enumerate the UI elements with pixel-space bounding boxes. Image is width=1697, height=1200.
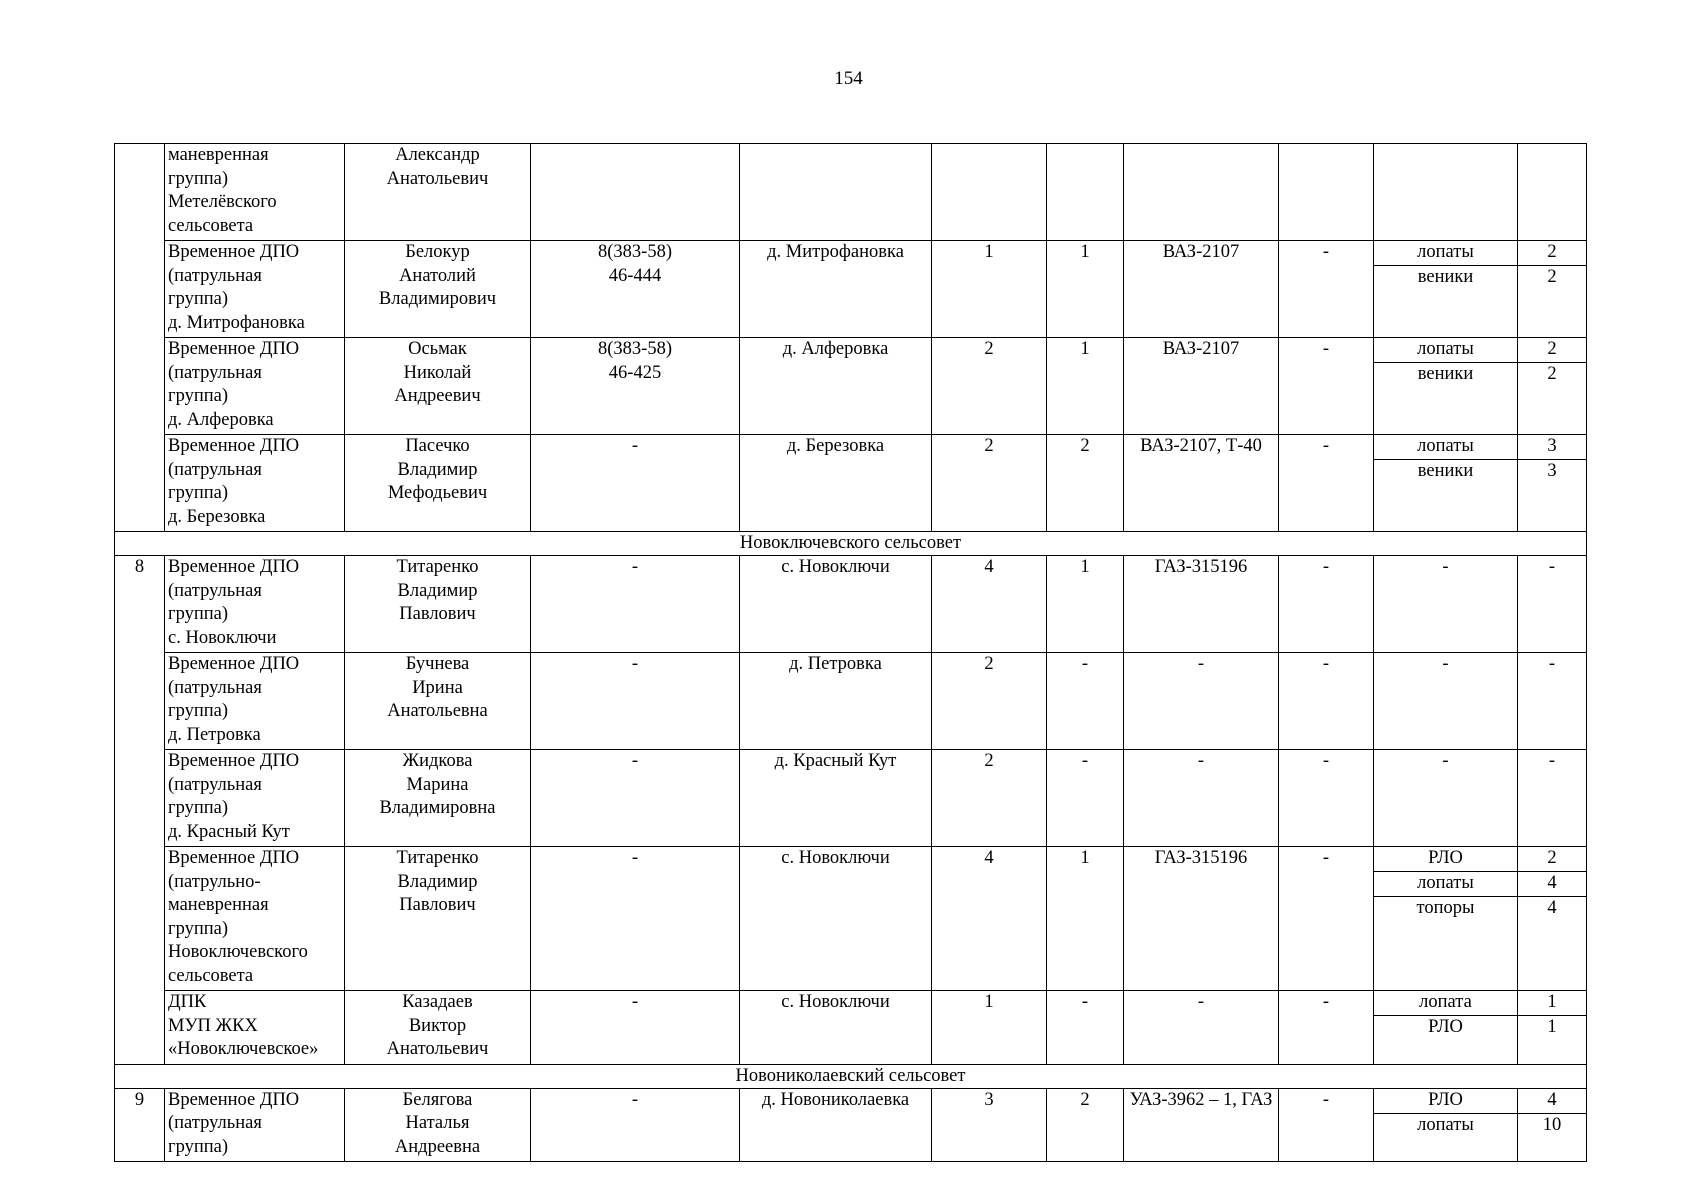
equipment-name-cell bbox=[1374, 653, 1518, 750]
people-count-cell bbox=[932, 144, 1047, 241]
head-name-line: Павлович bbox=[399, 604, 476, 624]
phone-line: - bbox=[631, 654, 639, 674]
equipment-name: топоры bbox=[1416, 898, 1475, 918]
equipment-name-cell bbox=[1374, 1088, 1518, 1162]
settlement-cell: д. Новониколаевка bbox=[740, 1088, 932, 1162]
unit-name-line: д. Березовка bbox=[168, 506, 266, 527]
unit-name-cell bbox=[165, 750, 345, 847]
head-name-line: Осьмак bbox=[408, 339, 467, 359]
phone-line: 46-425 bbox=[608, 362, 662, 383]
head-name-line: Павлович bbox=[399, 895, 476, 915]
equipment-name: лопата bbox=[1374, 991, 1517, 1016]
head-name-cell bbox=[345, 1088, 531, 1162]
vehicles-cell: ГАЗ-315196 bbox=[1124, 556, 1279, 653]
table-row bbox=[115, 847, 1587, 991]
equipment-qty: 4 bbox=[1547, 898, 1557, 918]
equipment-name: лопаты bbox=[1374, 872, 1517, 897]
unit-name-line: «Новоключевское» bbox=[168, 1039, 319, 1059]
head-name-cell bbox=[345, 241, 531, 338]
head-name-line: Владимирович bbox=[378, 289, 497, 309]
head-name-cell bbox=[345, 435, 531, 532]
head-name-cell bbox=[345, 653, 531, 750]
equipment-name-cell bbox=[1374, 241, 1518, 338]
equipment-name: РЛО bbox=[1374, 1089, 1517, 1114]
people-count-cell: 2 bbox=[932, 750, 1047, 847]
row-number-cell bbox=[115, 144, 165, 241]
equipment-qty: 2 bbox=[1547, 364, 1557, 384]
tech-units-cell: - bbox=[1047, 991, 1124, 1065]
phone-line: - bbox=[631, 1089, 639, 1110]
equipment-name: лопаты bbox=[1374, 241, 1517, 266]
unit-name-line: (патрульная bbox=[168, 459, 262, 480]
table-row bbox=[115, 1088, 1587, 1162]
equipment-name-cell bbox=[1374, 991, 1518, 1065]
equipment-qty: 4 bbox=[1518, 1089, 1586, 1114]
equipment-name-cell bbox=[1374, 847, 1518, 991]
unit-name-line: группа) bbox=[168, 483, 229, 503]
equipment-name: - bbox=[1442, 654, 1449, 674]
table-row bbox=[115, 241, 1587, 338]
phone-cell bbox=[531, 435, 740, 532]
other-equipment-cell: - bbox=[1279, 1088, 1374, 1162]
equipment-name-cell bbox=[1374, 338, 1518, 435]
unit-name-line: группа) bbox=[168, 604, 229, 624]
settlement-cell: д. Алферовка bbox=[740, 338, 932, 435]
unit-name-line: Временное ДПО bbox=[168, 339, 300, 359]
tech-units-cell: 1 bbox=[1047, 556, 1124, 653]
head-name-cell bbox=[345, 556, 531, 653]
equipment-qty: 1 bbox=[1518, 991, 1586, 1016]
head-name-line: Анатольевич bbox=[386, 168, 489, 189]
table-row bbox=[115, 556, 1587, 653]
unit-name-line: группа) bbox=[168, 386, 229, 406]
phone-line: 8(383-58) bbox=[598, 242, 672, 262]
unit-name-line: (патрульная bbox=[168, 362, 262, 383]
unit-name-cell bbox=[165, 435, 345, 532]
unit-name-line: сельсовета bbox=[168, 215, 254, 236]
row-number-cell bbox=[115, 241, 165, 338]
phone-line: - bbox=[631, 436, 639, 456]
people-count-cell: 2 bbox=[932, 338, 1047, 435]
equipment-name: лопаты bbox=[1417, 1114, 1474, 1135]
unit-name-line: Временное ДПО bbox=[168, 654, 300, 674]
unit-name-line: (патрульная bbox=[168, 1113, 262, 1133]
unit-name-cell bbox=[165, 847, 345, 991]
unit-name-line: с. Новоключи bbox=[168, 627, 277, 648]
tech-units-cell: 2 bbox=[1047, 1088, 1124, 1162]
table-row bbox=[115, 338, 1587, 435]
unit-name-line: Временное ДПО bbox=[168, 436, 300, 456]
equipment-qty: 2 bbox=[1518, 847, 1586, 872]
equipment-name: лопаты bbox=[1374, 338, 1517, 363]
phone-cell bbox=[531, 1088, 740, 1162]
equipment-qty: 2 bbox=[1547, 267, 1557, 287]
unit-name-cell bbox=[165, 144, 345, 241]
equipment-qty: - bbox=[1548, 557, 1556, 577]
equipment-name-cell bbox=[1374, 144, 1518, 241]
settlement-cell: д. Петровка bbox=[740, 653, 932, 750]
settlement-cell: д. Березовка bbox=[740, 435, 932, 532]
head-name-line: Пасечко bbox=[405, 436, 470, 456]
phone-cell bbox=[531, 750, 740, 847]
table-row bbox=[115, 144, 1587, 241]
other-equipment-cell: - bbox=[1279, 847, 1374, 991]
unit-name-line: Временное ДПО bbox=[168, 1089, 300, 1110]
unit-name-line: (патрульно- bbox=[168, 871, 261, 892]
row-number-cell bbox=[115, 750, 165, 847]
equipment-name: РЛО bbox=[1428, 1017, 1463, 1037]
equipment-qty: 3 bbox=[1518, 435, 1586, 460]
unit-name-cell bbox=[165, 1088, 345, 1162]
unit-name-line: д. Красный Кут bbox=[168, 821, 290, 842]
people-count-cell: 2 bbox=[932, 653, 1047, 750]
head-name-line: Казадаев bbox=[402, 992, 473, 1012]
row-number-cell bbox=[115, 847, 165, 991]
resources-table bbox=[114, 143, 1587, 1162]
equipment-name-cell bbox=[1374, 750, 1518, 847]
unit-name-line: Временное ДПО bbox=[168, 848, 300, 868]
row-number-cell bbox=[115, 338, 165, 435]
equipment-name-cell bbox=[1374, 556, 1518, 653]
head-name-line: Владимир bbox=[397, 459, 478, 480]
people-count-cell: 3 bbox=[932, 1088, 1047, 1162]
equipment-qty: 2 bbox=[1518, 241, 1586, 266]
head-name-line: Жидкова bbox=[402, 751, 473, 771]
tech-units-cell: - bbox=[1047, 653, 1124, 750]
settlement-cell: д. Красный Кут bbox=[740, 750, 932, 847]
row-number-cell bbox=[115, 435, 165, 532]
unit-name-line: группа) bbox=[168, 918, 229, 939]
unit-name-cell bbox=[165, 991, 345, 1065]
unit-name-line: (патрульная bbox=[168, 265, 262, 286]
unit-name-line: маневренная bbox=[168, 895, 269, 915]
section-title: Новониколаевский сельсовет bbox=[115, 1064, 1587, 1088]
phone-line: - bbox=[631, 557, 639, 577]
tech-units-cell bbox=[1047, 144, 1124, 241]
head-name-cell bbox=[345, 338, 531, 435]
equipment-qty-cell bbox=[1518, 144, 1587, 241]
unit-name-line: (патрульная bbox=[168, 774, 262, 795]
equipment-name: веники bbox=[1417, 267, 1474, 287]
unit-name-line: Временное ДПО bbox=[168, 242, 300, 262]
head-name-line: Владимировна bbox=[379, 798, 496, 818]
equipment-qty: 3 bbox=[1547, 461, 1557, 481]
head-name-line: Титаренко bbox=[396, 848, 479, 868]
head-name-line: Виктор bbox=[408, 1015, 467, 1036]
head-name-line: Белягова bbox=[402, 1089, 473, 1110]
vehicles-cell: - bbox=[1124, 750, 1279, 847]
settlement-cell: с. Новоключи bbox=[740, 991, 932, 1065]
head-name-line: Владимир bbox=[397, 580, 478, 601]
equipment-name: лопаты bbox=[1374, 435, 1517, 460]
equipment-qty-cell bbox=[1518, 241, 1587, 338]
other-equipment-cell: - bbox=[1279, 991, 1374, 1065]
equipment-name: - bbox=[1442, 751, 1449, 771]
vehicles-cell: ВАЗ-2107, Т-40 bbox=[1124, 435, 1279, 532]
tech-units-cell: 1 bbox=[1047, 338, 1124, 435]
equipment-qty-cell bbox=[1518, 556, 1587, 653]
equipment-qty-cell bbox=[1518, 991, 1587, 1065]
table-row bbox=[115, 435, 1587, 532]
head-name-line: Титаренко bbox=[396, 557, 479, 577]
people-count-cell: 1 bbox=[932, 991, 1047, 1065]
unit-name-line: д. Петровка bbox=[168, 724, 261, 745]
unit-name-line: группа) bbox=[168, 798, 229, 818]
vehicles-cell: УАЗ-3962 – 1, ГАЗ bbox=[1124, 1088, 1279, 1162]
unit-name-line: Временное ДПО bbox=[168, 751, 300, 771]
unit-name-line: группа) bbox=[168, 289, 229, 309]
phone-cell bbox=[531, 653, 740, 750]
equipment-qty: - bbox=[1548, 751, 1556, 771]
row-number-cell bbox=[115, 991, 165, 1065]
settlement-cell: д. Митрофановка bbox=[740, 241, 932, 338]
head-name-line: Андреевич bbox=[394, 386, 481, 406]
equipment-qty-cell bbox=[1518, 750, 1587, 847]
head-name-line: Анатолий bbox=[399, 265, 476, 286]
unit-name-line: группа) bbox=[168, 168, 229, 189]
head-name-cell bbox=[345, 750, 531, 847]
other-equipment-cell: - bbox=[1279, 435, 1374, 532]
unit-name-line: ДПК bbox=[168, 992, 207, 1012]
equipment-name-cell bbox=[1374, 435, 1518, 532]
unit-name-line: сельсовета bbox=[168, 965, 254, 986]
unit-name-cell bbox=[165, 556, 345, 653]
unit-name-line: д. Митрофановка bbox=[168, 312, 305, 333]
settlement-cell bbox=[740, 144, 932, 241]
head-name-line: Александр bbox=[395, 145, 480, 165]
phone-line: - bbox=[631, 751, 639, 771]
equipment-name: - bbox=[1442, 557, 1449, 577]
equipment-name: веники bbox=[1417, 461, 1474, 481]
vehicles-cell bbox=[1124, 144, 1279, 241]
unit-name-line: маневренная bbox=[168, 145, 269, 165]
head-name-line: Белокур bbox=[405, 242, 470, 262]
phone-cell bbox=[531, 991, 740, 1065]
settlement-cell: с. Новоключи bbox=[740, 847, 932, 991]
other-equipment-cell: - bbox=[1279, 241, 1374, 338]
unit-name-cell bbox=[165, 653, 345, 750]
tech-units-cell: 1 bbox=[1047, 241, 1124, 338]
other-equipment-cell: - bbox=[1279, 556, 1374, 653]
phone-cell bbox=[531, 241, 740, 338]
equipment-qty-cell bbox=[1518, 338, 1587, 435]
equipment-qty: 2 bbox=[1518, 338, 1586, 363]
head-name-line: Ирина bbox=[412, 677, 463, 698]
phone-line: 8(383-58) bbox=[598, 339, 672, 359]
unit-name-cell bbox=[165, 241, 345, 338]
vehicles-cell: ВАЗ-2107 bbox=[1124, 338, 1279, 435]
head-name-line: Наталья bbox=[405, 1113, 470, 1133]
unit-name-line: д. Алферовка bbox=[168, 409, 274, 430]
unit-name-line: Временное ДПО bbox=[168, 557, 300, 577]
row-number-cell bbox=[115, 653, 165, 750]
people-count-cell: 4 bbox=[932, 556, 1047, 653]
head-name-line: Бучнева bbox=[405, 654, 470, 674]
tech-units-cell: 1 bbox=[1047, 847, 1124, 991]
other-equipment-cell bbox=[1279, 144, 1374, 241]
equipment-qty-cell bbox=[1518, 435, 1587, 532]
unit-name-line: Новоключевского bbox=[168, 942, 308, 962]
head-name-cell bbox=[345, 144, 531, 241]
row-number-cell: 8 bbox=[115, 556, 165, 653]
phone-line: - bbox=[631, 848, 639, 868]
unit-name-line: (патрульная bbox=[168, 677, 262, 698]
equipment-qty-cell bbox=[1518, 653, 1587, 750]
head-name-line: Николай bbox=[403, 362, 472, 383]
head-name-line: Марина bbox=[406, 774, 469, 795]
unit-name-line: Метелёвского bbox=[168, 192, 277, 212]
head-name-cell bbox=[345, 991, 531, 1065]
phone-line: 46-444 bbox=[608, 265, 662, 286]
section-header-row bbox=[115, 532, 1587, 556]
tech-units-cell: - bbox=[1047, 750, 1124, 847]
unit-name-line: МУП ЖКХ bbox=[168, 1015, 258, 1036]
unit-name-line: группа) bbox=[168, 701, 229, 721]
row-number-cell: 9 bbox=[115, 1088, 165, 1162]
table-row bbox=[115, 653, 1587, 750]
unit-name-cell bbox=[165, 338, 345, 435]
people-count-cell: 1 bbox=[932, 241, 1047, 338]
vehicles-cell: ВАЗ-2107 bbox=[1124, 241, 1279, 338]
vehicles-cell: - bbox=[1124, 991, 1279, 1065]
people-count-cell: 2 bbox=[932, 435, 1047, 532]
head-name-line: Анатольевич bbox=[386, 1039, 489, 1059]
phone-cell bbox=[531, 338, 740, 435]
head-name-line: Владимир bbox=[397, 871, 478, 892]
equipment-qty: - bbox=[1548, 654, 1556, 674]
unit-name-line: группа) bbox=[168, 1136, 229, 1157]
phone-line: - bbox=[631, 992, 639, 1012]
equipment-name: РЛО bbox=[1374, 847, 1517, 872]
equipment-qty: 1 bbox=[1547, 1017, 1557, 1037]
head-name-line: Анатольевна bbox=[387, 701, 488, 721]
head-name-line: Андреевна bbox=[394, 1136, 481, 1157]
head-name-line: Мефодьевич bbox=[387, 483, 488, 503]
table-row bbox=[115, 750, 1587, 847]
people-count-cell: 4 bbox=[932, 847, 1047, 991]
head-name-cell bbox=[345, 847, 531, 991]
phone-cell bbox=[531, 144, 740, 241]
equipment-qty: 10 bbox=[1542, 1114, 1562, 1135]
equipment-qty-cell bbox=[1518, 1088, 1587, 1162]
table-row bbox=[115, 991, 1587, 1065]
phone-cell bbox=[531, 556, 740, 653]
other-equipment-cell: - bbox=[1279, 338, 1374, 435]
section-title: Новоключевского сельсовет bbox=[115, 532, 1587, 556]
vehicles-cell: - bbox=[1124, 653, 1279, 750]
equipment-qty-cell bbox=[1518, 847, 1587, 991]
unit-name-line: (патрульная bbox=[168, 580, 262, 601]
equipment-qty: 4 bbox=[1518, 872, 1586, 897]
phone-cell bbox=[531, 847, 740, 991]
page-number: 154 bbox=[834, 68, 863, 89]
other-equipment-cell: - bbox=[1279, 750, 1374, 847]
tech-units-cell: 2 bbox=[1047, 435, 1124, 532]
settlement-cell: с. Новоключи bbox=[740, 556, 932, 653]
equipment-name: веники bbox=[1417, 364, 1474, 384]
other-equipment-cell: - bbox=[1279, 653, 1374, 750]
vehicles-cell: ГАЗ-315196 bbox=[1124, 847, 1279, 991]
section-header-row bbox=[115, 1064, 1587, 1088]
